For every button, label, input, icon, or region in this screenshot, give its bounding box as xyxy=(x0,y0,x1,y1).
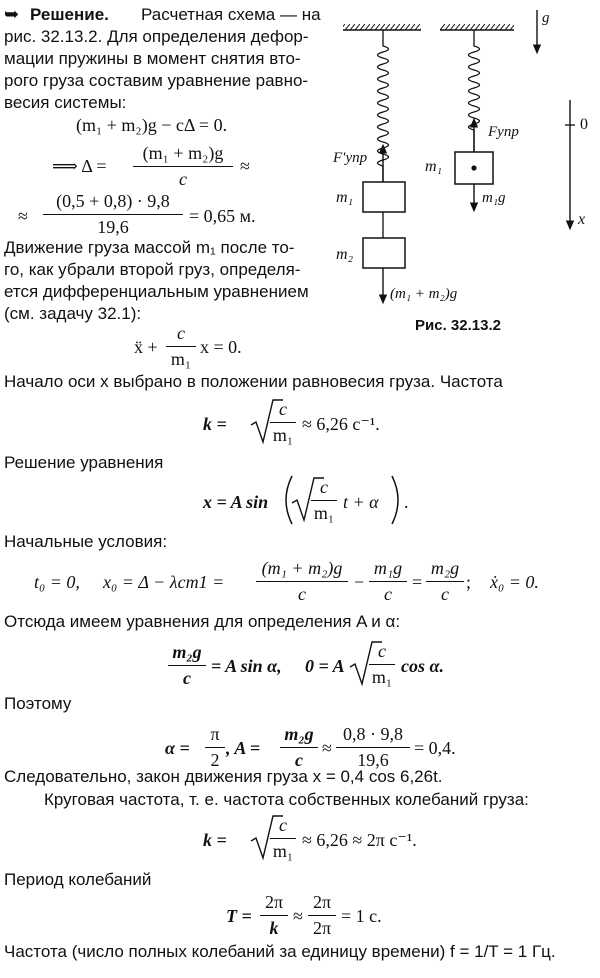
period-num: 2π xyxy=(260,892,288,916)
A-fraction xyxy=(280,724,318,771)
f-upr-label: Fупр xyxy=(488,124,519,140)
law-text: Следовательно, закон движения груза x = 0,4 cos 6,26t. xyxy=(4,767,443,786)
solution-numerator: c xyxy=(311,477,337,501)
A-result: = 0,4. xyxy=(414,738,456,758)
period-den-2: 2π xyxy=(312,918,332,938)
solution-label: Решение. xyxy=(30,5,109,24)
init-t0: t₀ = 0, xyxy=(34,572,80,592)
A-approx: ≈ xyxy=(322,738,332,758)
solution-lhs: x = A sin xyxy=(203,492,269,512)
init-v0: ẋ₀ = 0. xyxy=(490,572,539,592)
delta-numeric-numerator: (0,5 + 0,8) · 9,8 xyxy=(43,191,183,215)
init-fraction-total xyxy=(256,558,348,605)
init-fraction-m1 xyxy=(369,558,407,605)
ceiling-left xyxy=(343,24,421,30)
hence-text: Отсюда имеем уравнения для определения A и α: xyxy=(4,612,401,631)
freq-fraction xyxy=(270,399,296,446)
solution-fraction xyxy=(311,477,337,524)
eq-sqrt-fraction xyxy=(369,641,395,688)
init-eq: = xyxy=(412,572,423,592)
init-num-m1: m₁g xyxy=(369,558,407,582)
delta-result: = 0,65 м. xyxy=(189,206,256,226)
therefore-label: Поэтому xyxy=(4,694,72,713)
f-upr-prime-label: F′упр xyxy=(333,150,368,166)
axis-origin-text: Начало оси x выбрано в положении равновесия груза. Частота xyxy=(4,372,503,391)
motion-line: Движение груза массой m₁ после то- xyxy=(4,238,295,257)
intro-line: рого груза составим уравнение равно- xyxy=(4,71,309,90)
gravity-label: g⃗ xyxy=(542,10,562,26)
intro-line: мации пружины в момент снятия вто- xyxy=(4,49,301,68)
weight-m1-label: m₁g⃗ xyxy=(482,190,518,206)
ceiling-right xyxy=(440,24,514,30)
A-den: c xyxy=(295,750,303,770)
intro-line: весия системы: xyxy=(4,93,127,112)
init-num-m2: m₂g xyxy=(426,558,464,582)
mass-m1-box xyxy=(363,182,405,212)
freq-denominator: m₁ xyxy=(272,425,294,445)
eq-den-c: c xyxy=(183,668,191,688)
solution-period: . xyxy=(404,492,409,512)
ode-denominator: m₁ xyxy=(170,349,192,369)
solution-denominator: m₁ xyxy=(313,503,335,523)
eq-num-m2: m₂g xyxy=(168,642,206,666)
freq-numerator: c xyxy=(270,399,296,423)
eq-fraction-m2 xyxy=(168,642,206,689)
alpha-fraction xyxy=(205,724,225,771)
circ-num: c xyxy=(270,815,296,839)
freq-result: ≈ 6,26 с⁻¹. xyxy=(302,414,380,434)
mass-m2-label: m₂ xyxy=(336,246,354,263)
axis-zero-label: 0 xyxy=(580,116,588,133)
init-den-m1: c xyxy=(384,584,392,604)
initial-label: Начальные условия: xyxy=(4,532,168,551)
A-numeric-num: 0,8 · 9,8 xyxy=(336,724,410,748)
mass-m1-right-label: m₁ xyxy=(425,158,443,175)
A-numeric-den: 19,6 xyxy=(357,750,389,770)
init-x0: x₀ = Δ − λст1 = xyxy=(103,572,225,592)
period-num-2: 2π xyxy=(308,892,336,916)
approx-sign: ≈ xyxy=(18,206,28,226)
arrow-icon: ➥ xyxy=(4,4,20,24)
period-den: k xyxy=(269,918,279,938)
axis-x-label: x xyxy=(578,211,586,228)
A-num: m₂g xyxy=(280,724,318,748)
motion-line: (см. задачу 32.1): xyxy=(4,304,142,323)
equilibrium-equation: (m₁ + m₂)g − cΔ = 0. xyxy=(76,115,228,135)
ode-rhs: x = 0. xyxy=(200,337,242,357)
alpha-lhs: α = xyxy=(165,738,190,758)
delta-lhs: ⟹ Δ = xyxy=(52,156,107,176)
circ-fraction xyxy=(270,815,296,862)
init-num-total: (m₁ + m₂)g xyxy=(256,558,348,582)
alpha-num: π xyxy=(205,724,225,748)
eq-zero: 0 = A xyxy=(305,656,345,676)
ode-numerator: c xyxy=(166,323,196,347)
A-numeric-fraction xyxy=(336,724,410,771)
period-approx: ≈ xyxy=(293,906,303,926)
solve-label: Решение уравнения xyxy=(4,453,164,472)
delta-numerator: (m₁ + m₂)g xyxy=(133,143,233,167)
figure-caption: Рис. 32.13.2 xyxy=(415,317,501,334)
figure-32-13-2 xyxy=(0,0,600,340)
mass-m2-box xyxy=(363,238,405,268)
eq-asin: = A sin α, xyxy=(211,656,282,676)
freq-final: Частота (число полных колебаний за единицу времени) f = 1/T = 1 Гц. xyxy=(4,942,556,961)
ode-lhs: ẍ + xyxy=(134,337,158,357)
freq-lhs: k = xyxy=(203,414,227,434)
weight-total-label: (m₁ + m₂)g⃗ xyxy=(390,286,469,302)
init-minus: − xyxy=(354,572,365,592)
eq-cos: cos α. xyxy=(401,656,444,676)
init-den-m2: c xyxy=(441,584,449,604)
motion-line: го, как убрали второй груз, определя- xyxy=(4,260,301,279)
init-semicolon: ; xyxy=(466,572,472,592)
circ-den: m₁ xyxy=(272,841,294,861)
mass-m1-label: m₁ xyxy=(336,189,354,206)
circ-text: Круговая частота, т. е. частота собственных колебаний груза: xyxy=(44,790,529,809)
A-lhs: , A = xyxy=(226,738,261,758)
intro-line: рис. 32.13.2. Для определения дефор- xyxy=(4,27,309,46)
solution-rhs: t + α xyxy=(343,492,379,512)
period-result: = 1 с. xyxy=(341,906,382,926)
period-lhs: T = xyxy=(226,906,252,926)
intro-line: Расчетная схема — на xyxy=(141,5,321,24)
motion-line: ется дифференциальным уравнением xyxy=(4,282,309,301)
period-label: Период колебаний xyxy=(4,870,152,889)
alpha-den: 2 xyxy=(210,750,220,770)
delta-denominator: c xyxy=(179,169,187,189)
circ-lhs: k = xyxy=(203,830,227,850)
eq-sqrt-den: m₁ xyxy=(371,667,393,687)
period-fraction-2 xyxy=(308,892,336,939)
approx-sign: ≈ xyxy=(240,156,250,176)
eq-sqrt-num: c xyxy=(369,641,395,665)
circ-result: ≈ 6,26 ≈ 2π с⁻¹. xyxy=(302,830,417,850)
period-fraction xyxy=(260,892,288,939)
delta-numeric-denominator: 19,6 xyxy=(97,217,129,237)
init-den-total: c xyxy=(298,584,306,604)
init-fraction-m2 xyxy=(426,558,464,605)
